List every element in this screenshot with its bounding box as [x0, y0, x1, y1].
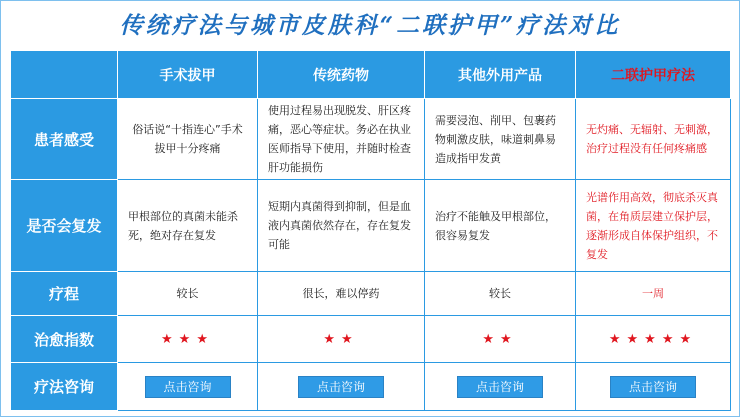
table-row — [11, 99, 731, 180]
star-rating — [425, 316, 576, 363]
row-header-relapse: 是否会复发 — [11, 180, 118, 272]
table-cell: 短期内真菌得到抑制，但是血液内真菌依然存在，存在复发可能 — [258, 180, 425, 272]
page-title: 传统疗法与城市皮肤科“二联护甲”疗法对比 — [119, 12, 621, 39]
row-header-consult: 疗法咨询 — [11, 363, 118, 411]
consult-button[interactable]: 点击咨询 — [610, 376, 696, 398]
table-cell: 较长 — [425, 272, 576, 316]
consult-button[interactable]: 点击咨询 — [457, 376, 543, 398]
star-rating — [118, 316, 258, 363]
column-header-erlian: 二联护甲疗法 — [576, 51, 731, 99]
table-cell: 一周 — [576, 272, 731, 316]
consult-button[interactable]: 点击咨询 — [145, 376, 231, 398]
star-icon: ★ — [661, 331, 680, 347]
table-cell: 治疗不能触及甲根部位，很容易复发 — [425, 180, 576, 272]
star-icon: ★ — [196, 331, 214, 347]
table-cell: 很长，难以停药 — [258, 272, 425, 316]
table-row — [11, 363, 731, 411]
star-icon: ★ — [178, 331, 197, 347]
star-icon: ★ — [161, 331, 179, 347]
row-header-course: 疗程 — [11, 272, 118, 316]
table-cell — [118, 363, 258, 411]
table-row — [11, 180, 731, 272]
table-cell: 无灼痛、无辐射、无刺激，治疗过程没有任何疼痛感 — [576, 99, 731, 180]
row-header-feeling: 患者感受 — [11, 99, 118, 180]
column-header-other-products: 其他外用产品 — [425, 51, 576, 99]
column-header-surgery: 手术拔甲 — [118, 51, 258, 99]
table-cell: 俗话说“十指连心”手术拔甲十分疼痛 — [118, 99, 258, 180]
star-rating — [576, 316, 731, 363]
corner-cell — [11, 51, 118, 99]
star-icon: ★ — [644, 331, 662, 347]
row-header-cure-index: 治愈指数 — [11, 316, 118, 363]
star-icon: ★ — [626, 331, 645, 347]
star-rating — [258, 316, 425, 363]
column-header-medication: 传统药物 — [258, 51, 425, 99]
table-cell: 光谱作用高效，彻底杀灭真菌，在角质层建立保护层，逐渐形成自体保护组织，不复发 — [576, 180, 731, 272]
table-cell — [576, 363, 731, 411]
table-cell: 需要浸泡、削甲、包裹药物刺激皮肤，味道刺鼻易造成指甲发黄 — [425, 99, 576, 180]
star-icon: ★ — [608, 331, 627, 347]
star-icon: ★ — [679, 331, 698, 347]
table-row — [11, 272, 731, 316]
comparison-table — [10, 50, 731, 411]
star-icon: ★ — [323, 331, 341, 347]
table-cell: 使用过程易出现脱发、肝区疼痛，恶心等症状。务必在执业医师指导下使用，并随时检查肝功能损伤 — [258, 99, 425, 180]
star-icon: ★ — [482, 331, 500, 347]
table-cell — [258, 363, 425, 411]
table-cell — [425, 363, 576, 411]
table-row — [11, 316, 731, 363]
table-header-row — [11, 51, 731, 99]
table-cell: 较长 — [118, 272, 258, 316]
star-icon: ★ — [500, 331, 518, 347]
star-icon: ★ — [341, 331, 359, 347]
table-cell: 甲根部位的真菌未能杀死，绝对存在复发 — [118, 180, 258, 272]
consult-button[interactable]: 点击咨询 — [298, 376, 384, 398]
